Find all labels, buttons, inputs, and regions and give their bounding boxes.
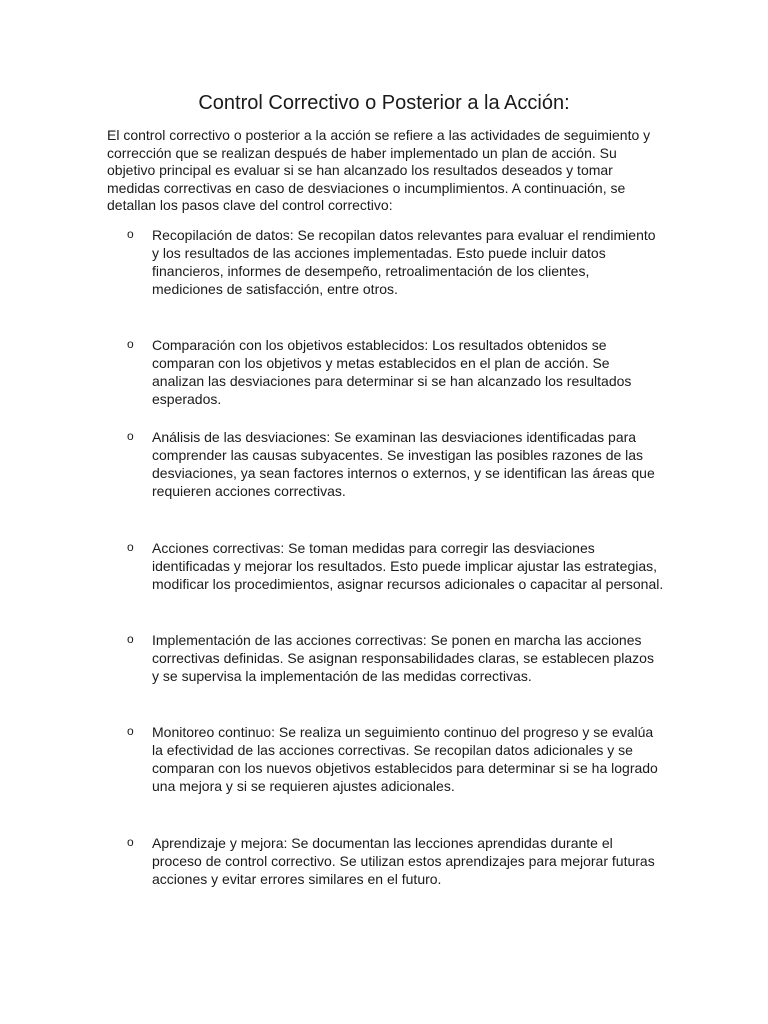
list-item-text: Recopilación de datos: Se recopilan datos relevantes para evaluar el rendimiento y los resultados de las acciones implementadas. Esto puede incluir datos financieros, informes de desempeño, retroalimentación de los clientes, mediciones de satisfacción, entre otros. (152, 227, 656, 297)
bullet-marker: o (127, 429, 134, 443)
bullet-marker: o (127, 632, 134, 646)
bullet-marker: o (127, 337, 134, 351)
list-item-text: Monitoreo continuo: Se realiza un seguimiento continuo del progreso y se evalúa la efectividad de las acciones correctivas. Se recopilan datos adicionales y se comparan con los nuevos objetivos establecidos para determinar si se ha logrado una mejora y si se requieren ajustes adicionales. (152, 724, 658, 794)
bullet-marker: o (127, 835, 134, 849)
list-item-text: Análisis de las desviaciones: Se examinan las desviaciones identificadas para comprender las causas subyacentes. Se investigan las posibles razones de las desviaciones, ya sean factores internos o externos, y se identifican las áreas que requieren acciones correctivas. (152, 429, 655, 499)
list-item-text: Comparación con los objetivos establecidos: Los resultados obtenidos se comparan con los objetivos y metas establecidos en el plan de acción. Se analizan las desviaciones para determinar si se han alcanzado los resultados esperados. (152, 337, 632, 407)
bullet-marker: o (127, 540, 134, 554)
page-title: Control Correctivo o Posterior a la Acción: (198, 92, 570, 114)
intro-paragraph: El control correctivo o posterior a la acción se refiere a las actividades de seguimiento y corrección que se realizan después de haber implementado un plan de acción. Su objetivo principal es evaluar si se han alcanzado los resultados deseados y tomar medidas correctivas en caso de desviaciones o incumplimientos. A continuación, se detallan los pasos clave del control correctivo: (107, 127, 651, 213)
list-item-text: Acciones correctivas: Se toman medidas para corregir las desviaciones identificadas y mejorar los resultados. Esto puede implicar ajustar las estrategias, modificar los procedimientos, asignar recursos adicionales o capacitar al personal. (152, 540, 664, 592)
list-item-text: Aprendizaje y mejora: Se documentan las lecciones aprendidas durante el proceso de control correctivo. Se utilizan estos aprendizajes para mejorar futuras acciones y evitar errores similares en el futuro. (152, 835, 655, 887)
bullet-marker: o (127, 724, 134, 738)
bullet-marker: o (127, 227, 134, 241)
list-item-text: Implementación de las acciones correctivas: Se ponen en marcha las acciones correctivas definidas. Se asignan responsabilidades claras, se establecen plazos y se supervisa la implementación de las medidas correctivas. (152, 632, 654, 684)
